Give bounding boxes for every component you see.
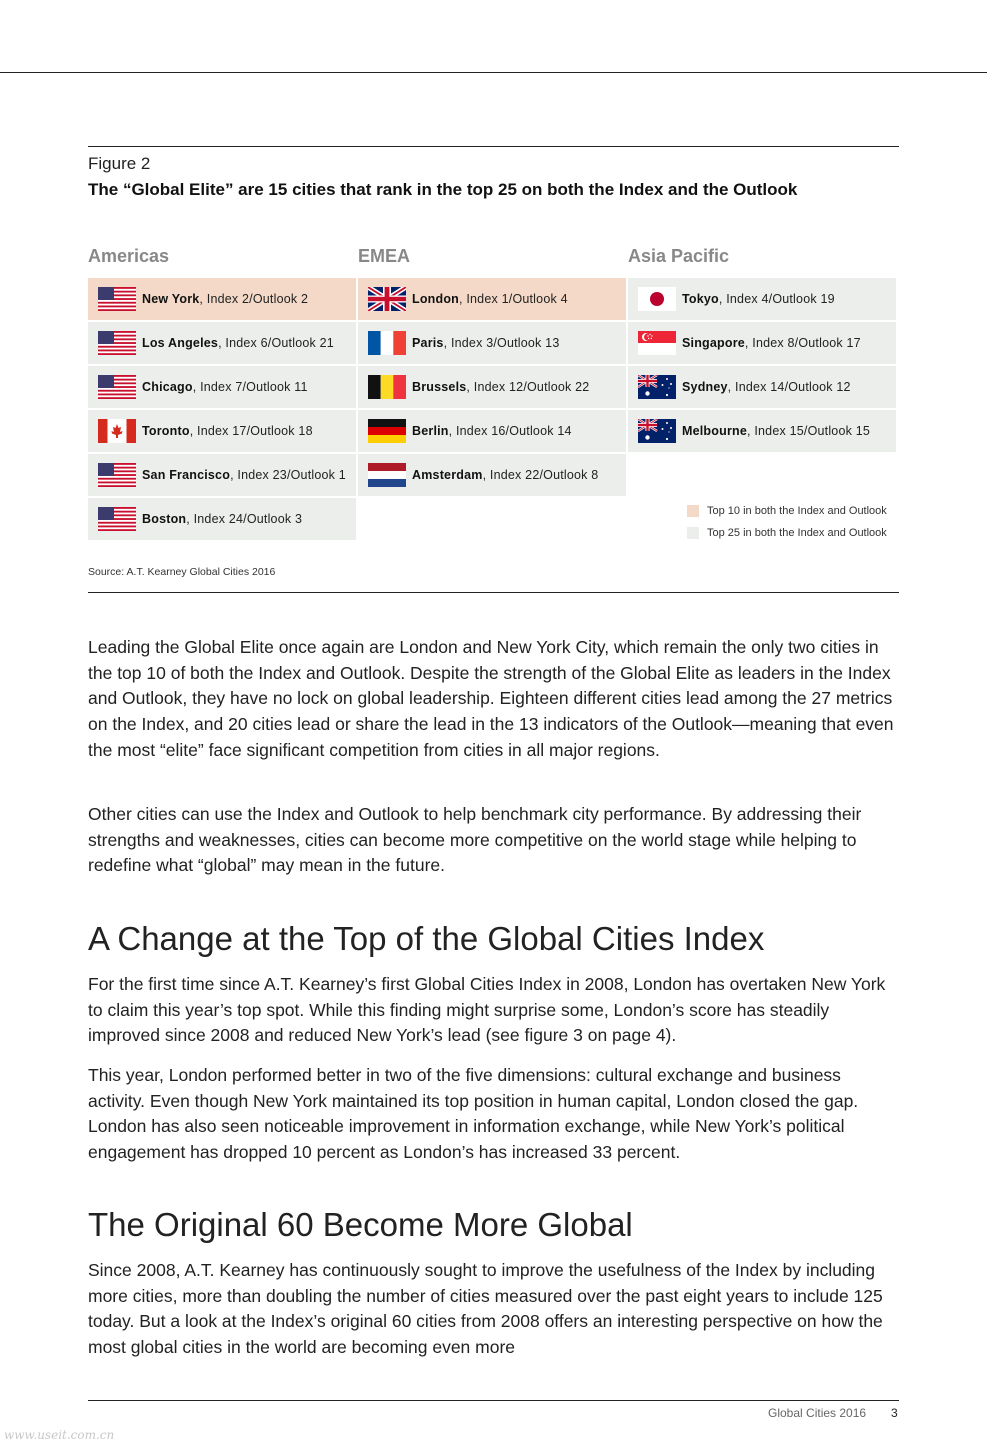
- body-paragraph-1: Leading the Global Elite once again are London and New York City, which remain the only two cities in the top 10 of both the Index and Outlook. Despite the strength of the Global Elite as leaders in the Index and Outlook, they have no lock on global leadership. Eighteen different cities lead among the 27 metrics on the Index, and 20 cities lead or share the lead in the 13 indicators of the Outlook—meaning that even the most “elite” face significant competition from cities in all major regions.: [88, 637, 894, 760]
- city-cell: [88, 454, 356, 496]
- city-ranking: , Index 12/Outlook 22: [466, 380, 590, 394]
- city-name: Tokyo: [682, 292, 719, 306]
- france-flag-icon: [368, 331, 406, 355]
- figure-title: The “Global Elite” are 15 cities that rank in the top 25 on both the Index and the Outlook: [88, 180, 798, 199]
- city-name: San Francisco: [142, 468, 231, 482]
- city-ranking: , Index 22/Outlook 8: [482, 468, 599, 482]
- page-number: 3: [891, 1406, 898, 1420]
- us-flag-icon: [98, 463, 136, 487]
- city-ranking: , Index 6/Outlook 21: [218, 336, 334, 350]
- city-text: [142, 424, 313, 438]
- city-ranking: , Index 23/Outlook 1: [230, 468, 346, 482]
- city-cell: [358, 410, 626, 452]
- city-ranking: , Index 2/Outlook 2: [199, 292, 309, 306]
- germany-flag-icon: [368, 419, 406, 443]
- figure-source: Source: A.T. Kearney Global Cities 2016: [88, 566, 276, 578]
- column-heading-asia-pacific: Asia Pacific: [628, 246, 730, 266]
- city-text: [682, 380, 851, 394]
- city-ranking: , Index 1/Outlook 4: [459, 292, 568, 306]
- city-cell: [88, 498, 356, 540]
- city-cell: [88, 278, 356, 320]
- city-name: Toronto: [142, 424, 190, 438]
- city-ranking: , Index 7/Outlook 11: [192, 380, 308, 394]
- netherlands-flag-icon: [368, 463, 406, 487]
- city-text: [412, 292, 568, 306]
- column-heading-americas: Americas: [88, 246, 170, 266]
- city-name: Los Angeles: [142, 336, 219, 350]
- city-ranking: , Index 3/Outlook 13: [443, 336, 560, 350]
- city-ranking: , Index 15/Outlook 15: [747, 424, 871, 438]
- city-text: [682, 424, 870, 438]
- section-heading-change-at-top: A Change at the Top of the Global Cities Index: [88, 920, 765, 957]
- city-cell: [88, 322, 356, 364]
- legend-label-top10: Top 10 in both the Index and Outlook: [707, 505, 887, 517]
- body-paragraph-2: Other cities can use the Index and Outlook to help benchmark city performance. By addressing their strengths and weaknesses, cities can become more competitive on the world stage while helping to redefine what “global” may mean in the future.: [88, 804, 862, 876]
- city-name: Melbourne: [682, 424, 747, 438]
- city-ranking: , Index 16/Outlook 14: [448, 424, 572, 438]
- australia-flag-icon: [638, 419, 676, 443]
- city-name: Amsterdam: [412, 468, 483, 482]
- city-text: [142, 380, 308, 394]
- city-name: Boston: [142, 512, 187, 526]
- japan-flag-icon: [638, 287, 676, 311]
- city-text: [412, 468, 598, 482]
- city-ranking: , Index 8/Outlook 17: [744, 336, 861, 350]
- city-name: Brussels: [412, 380, 467, 394]
- city-text: [412, 336, 559, 350]
- body-paragraph-4: This year, London performed better in two of the five dimensions: cultural exchange and business activity. Even though New York maintained its top position in human capital, London closed the gap. London has also seen noticeable improvement in information exchange, while New York’s political engagement has dropped 10 percent as London’s has increased 33 percent.: [88, 1065, 859, 1163]
- us-flag-icon: [98, 331, 136, 355]
- city-name: London: [412, 292, 460, 306]
- city-cell: [358, 366, 626, 408]
- city-text: [682, 336, 861, 350]
- city-text: [142, 292, 308, 306]
- city-name: New York: [142, 292, 200, 306]
- city-cell: [358, 454, 626, 496]
- us-flag-icon: [98, 507, 136, 531]
- city-name: Berlin: [412, 424, 449, 438]
- city-name: Chicago: [142, 380, 193, 394]
- city-name: Sydney: [682, 380, 728, 394]
- city-text: [142, 512, 302, 526]
- city-text: [142, 468, 346, 482]
- city-ranking: , Index 17/Outlook 18: [189, 424, 313, 438]
- city-cell: [628, 322, 896, 364]
- city-text: [412, 380, 589, 394]
- city-name: Paris: [412, 336, 444, 350]
- page-top-rule: [0, 72, 987, 73]
- watermark: www.useit.com.cn: [4, 1428, 115, 1442]
- city-cell: [628, 366, 896, 408]
- belgium-flag-icon: [368, 375, 406, 399]
- city-cell: [358, 278, 626, 320]
- canada-flag-icon: [98, 419, 136, 443]
- footer-rule: [88, 1400, 899, 1401]
- figure-label: Figure 2: [88, 154, 151, 173]
- city-ranking: , Index 4/Outlook 19: [718, 292, 835, 306]
- city-ranking: , Index 14/Outlook 12: [727, 380, 851, 394]
- singapore-flag-icon: [638, 331, 676, 355]
- legend-item-top10: [687, 505, 887, 517]
- city-cell: [88, 366, 356, 408]
- city-text: [682, 292, 835, 306]
- australia-flag-icon: [638, 375, 676, 399]
- body-paragraph-3: For the first time since A.T. Kearney’s first Global Cities Index in 2008, London has overtaken New York to claim this year’s top spot. While this finding might surprise some, London’s score has steadily improved since 2008 and reduced New York’s lead (see figure 3 on page 4).: [88, 974, 886, 1046]
- city-text: [412, 424, 572, 438]
- legend-swatch-top10: [687, 505, 699, 517]
- body-paragraph-5: Since 2008, A.T. Kearney has continuously sought to improve the usefulness of the Index by including more cities, more than doubling the number of cities measured over the past eight years to include 125 today. But a look at the Index’s original 60 cities from 2008 offers an interesting perspective on how the most global cities in the world are becoming even more: [88, 1260, 883, 1358]
- legend-label-top25: Top 25 in both the Index and Outlook: [707, 527, 887, 539]
- column-heading-emea: EMEA: [358, 246, 411, 266]
- section-heading-original-60: The Original 60 Become More Global: [88, 1206, 633, 1243]
- figure-top-rule: [88, 146, 899, 147]
- us-flag-icon: [98, 287, 136, 311]
- city-text: [142, 336, 334, 350]
- uk-flag-icon: [368, 287, 406, 311]
- city-cell: [628, 410, 896, 452]
- legend-swatch-top25: [687, 527, 699, 539]
- figure-bottom-rule: [88, 592, 899, 593]
- legend-item-top25: [687, 527, 887, 539]
- us-flag-icon: [98, 375, 136, 399]
- footer-title: Global Cities 2016: [768, 1406, 867, 1420]
- city-ranking: , Index 24/Outlook 3: [186, 512, 303, 526]
- city-cell: [358, 322, 626, 364]
- city-cell: [628, 278, 896, 320]
- city-cell: [88, 410, 356, 452]
- city-name: Singapore: [682, 336, 745, 350]
